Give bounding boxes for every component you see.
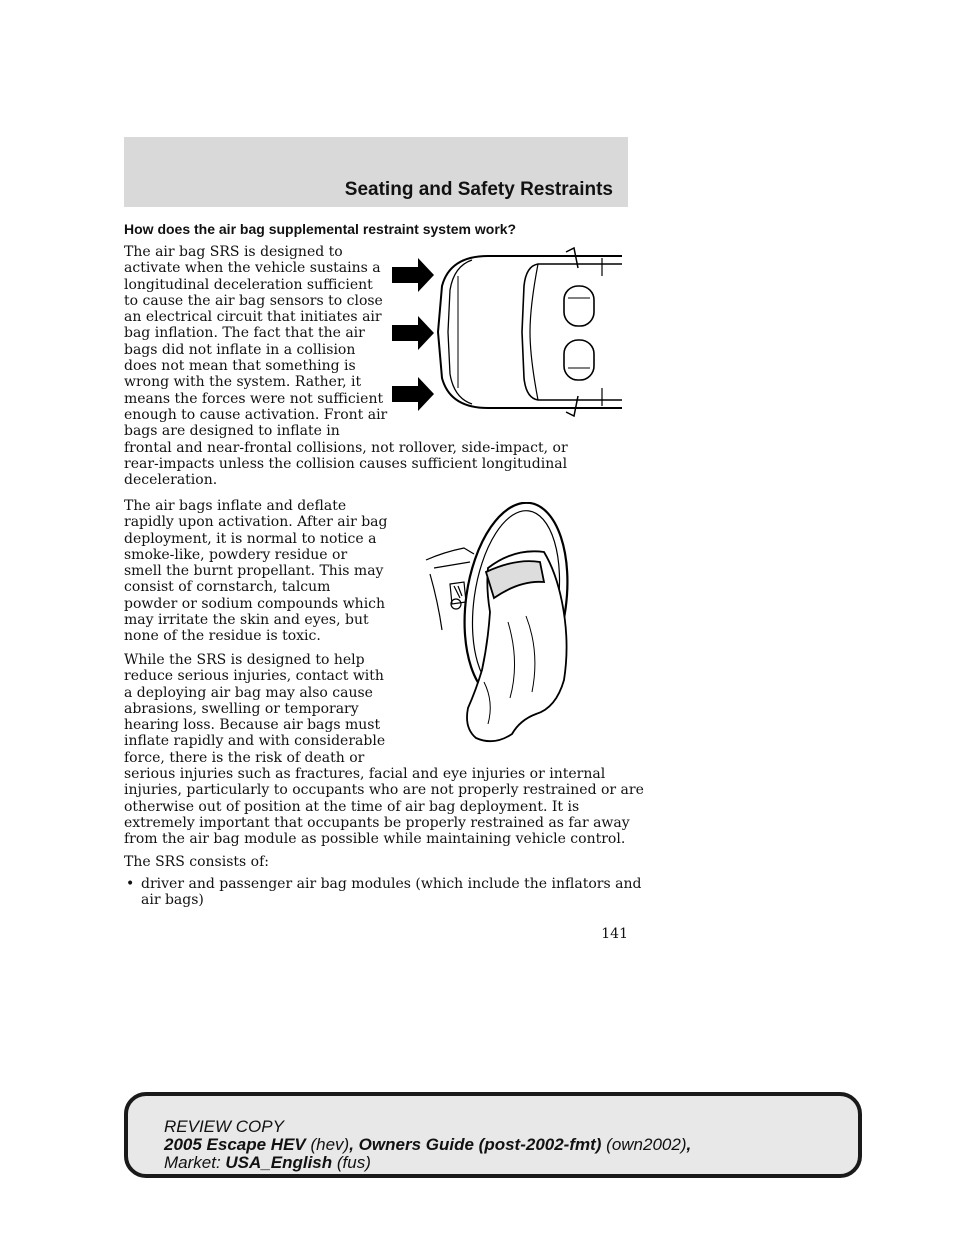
bullet-line: driver and passenger air bag modules (which include the inflators and [141,876,642,892]
footer-text-run: Market: [164,1153,226,1172]
text-line: extremely important that occupants be properly restrained as far away [124,814,630,831]
section-question: How does the air bag supplemental restraint system work? [124,221,517,237]
text-line: bag inflation. The fact that the air [124,325,365,342]
text-line: otherwise out of position at the time of air bag deployment. It is [124,798,580,815]
text-line: does not mean that something is [124,358,356,375]
text-line: frontal and near-frontal collisions, not rollover, side-impact, or [124,439,568,456]
text-line: The air bags inflate and deflate [124,498,347,514]
text-line: rapidly upon activation. After air bag [124,514,388,531]
review-copy-footer [124,1092,862,1178]
text-line: While the SRS is designed to help [124,652,365,668]
text-line: force, there is the risk of death or [124,749,365,766]
text-line: deceleration. [124,472,218,489]
bullet-icon: • [126,876,135,892]
text-line: may irritate the skin and eyes, but [124,612,369,629]
footer-text-run: , [686,1135,692,1154]
text-line: powder or sodium compounds which [124,595,386,612]
text-line: smoke-like, powdery residue or [124,546,348,563]
text-line: from the air bag module as possible while maintaining vehicle control. [124,831,626,848]
text-line: rear-impacts unless the collision causes sufficient longitudinal [124,455,568,472]
footer-document-info [164,1136,691,1154]
paragraph-injury-risk [124,652,644,848]
footer-text [164,1118,691,1172]
text-line: a deploying air bag may also cause [124,684,373,701]
text-line: to cause the air bag sensors to close [124,292,383,309]
page-title: Seating and Safety Restraints [344,179,613,200]
footer-text-run: (fus) [332,1153,371,1172]
text-line: longitudinal deceleration sufficient [124,276,373,293]
bullet-line: air bags) [141,892,204,909]
footer-market-info [164,1154,691,1172]
frontal-impact-diagram [388,246,628,418]
footer-text-run: 2005 Escape HEV [164,1135,306,1154]
impact-arrow-icon [392,258,434,411]
text-line: bags are designed to inflate in [124,423,340,440]
text-line: injuries, particularly to occupants who are not properly restrained or are [124,782,644,799]
text-line: activate when the vehicle sustains a [124,260,381,277]
text-line: means the forces were not sufficient [124,390,384,407]
text-line: bags did not inflate in a collision [124,341,356,358]
text-line: reduce serious injuries, contact with [124,668,384,685]
text-line: inflate rapidly and with considerable [124,733,386,750]
text-line: deployment, it is normal to notice a [124,530,377,547]
footer-text-run: (own2002) [601,1135,687,1154]
text-line: none of the residue is toxic. [124,628,321,645]
footer-text-run: USA_English [225,1153,333,1172]
review-copy-label: REVIEW COPY [164,1117,284,1136]
text-line: hearing loss. Because air bags must [124,717,381,734]
text-line: wrong with the system. Rather, it [124,374,362,391]
footer-text-run: (hev) [305,1135,350,1154]
paragraph-inflation-residue [124,498,387,645]
text-line: smell the burnt propellant. This may [124,563,384,580]
text-line: abrasions, swelling or temporary [124,700,359,717]
text-line: an electrical circuit that initiates air [124,309,382,326]
footer-text-run: , Owners Guide (post-2002-fmt) [349,1135,602,1154]
text-line: consist of cornstarch, talcum [124,579,331,596]
text-line: enough to cause activation. Front air [124,406,388,423]
text-line: serious injuries such as fractures, facial and eye injuries or internal [124,766,606,783]
text-line: The air bag SRS is designed to [124,244,343,260]
page-number: 141 [601,926,628,942]
vehicle-top-view-icon [438,248,622,416]
header-band [124,137,628,207]
paragraph-srs-consists: The SRS consists of: [124,854,269,870]
bullet-text [141,876,641,909]
